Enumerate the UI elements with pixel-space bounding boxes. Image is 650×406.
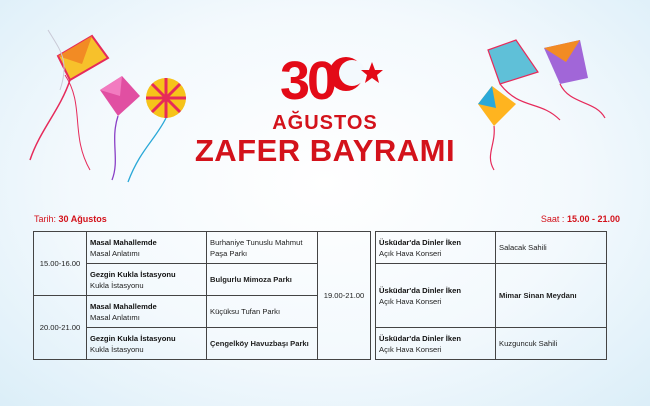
location-cell: Burhaniye Tunuslu Mahmut Paşa Parkı [207,232,318,264]
location-cell: Kuzguncuk Sahili [496,328,607,360]
time-cell: 15.00-16.00 [34,232,87,296]
schedule-table [33,231,607,360]
event-subtitle: Masal Anlatımı [90,248,140,258]
event-cell [376,264,496,328]
holiday-title: ZAFER BAYRAMI [194,133,456,168]
date-label [34,214,107,224]
time-cell: 20.00-21.00 [34,296,87,360]
event-cell [376,232,496,264]
location-cell: Salacak Sahili [496,232,607,264]
location-cell: Çengelköy Havuzbaşı Parkı [207,328,318,360]
month-title: AĞUSTOS [272,112,378,134]
crescent-star-icon [329,57,383,91]
event-title: Masal Mahallemde [90,301,157,311]
location-cell: Mimar Sinan Meydanı [496,264,607,328]
event-title: Masal Mahallemde [90,237,157,247]
anniversary-number: 30 [280,51,335,111]
time-label-text: Saat : [540,214,565,224]
table-row [34,232,607,264]
event-title: Üsküdar'da Dinler İken [379,333,461,343]
location-cell: Bulgurlu Mimoza Parkı [207,264,318,296]
time-label [541,214,620,224]
event-title: Gezgin Kukla İstasyonu [90,269,176,279]
event-subtitle: Açık Hava Konseri [379,248,442,258]
time-value: 15.00 - 21.00 [566,214,620,224]
event-subtitle: Açık Hava Konseri [379,344,442,354]
event-cell [87,296,207,328]
event-title: Gezgin Kukla İstasyonu [90,333,176,343]
event-cell [87,328,207,360]
event-cell [87,232,207,264]
date-value: 30 Ağustos [58,214,107,224]
date-label-text: Tarih: [34,214,57,224]
event-title: Üsküdar'da Dinler İken [379,285,461,295]
event-cell [376,328,496,360]
location-cell: Küçüksu Tufan Parkı [207,296,318,328]
event-cell [87,264,207,296]
kite-icon [544,40,605,118]
event-subtitle: Açık Hava Konseri [379,296,442,306]
time-cell: 19.00-21.00 [318,232,371,360]
event-title: Üsküdar'da Dinler İken [379,237,461,247]
event-subtitle: Kukla İstasyonu [90,344,144,354]
event-subtitle: Kukla İstasyonu [90,280,144,290]
event-subtitle: Masal Anlatımı [90,312,140,322]
